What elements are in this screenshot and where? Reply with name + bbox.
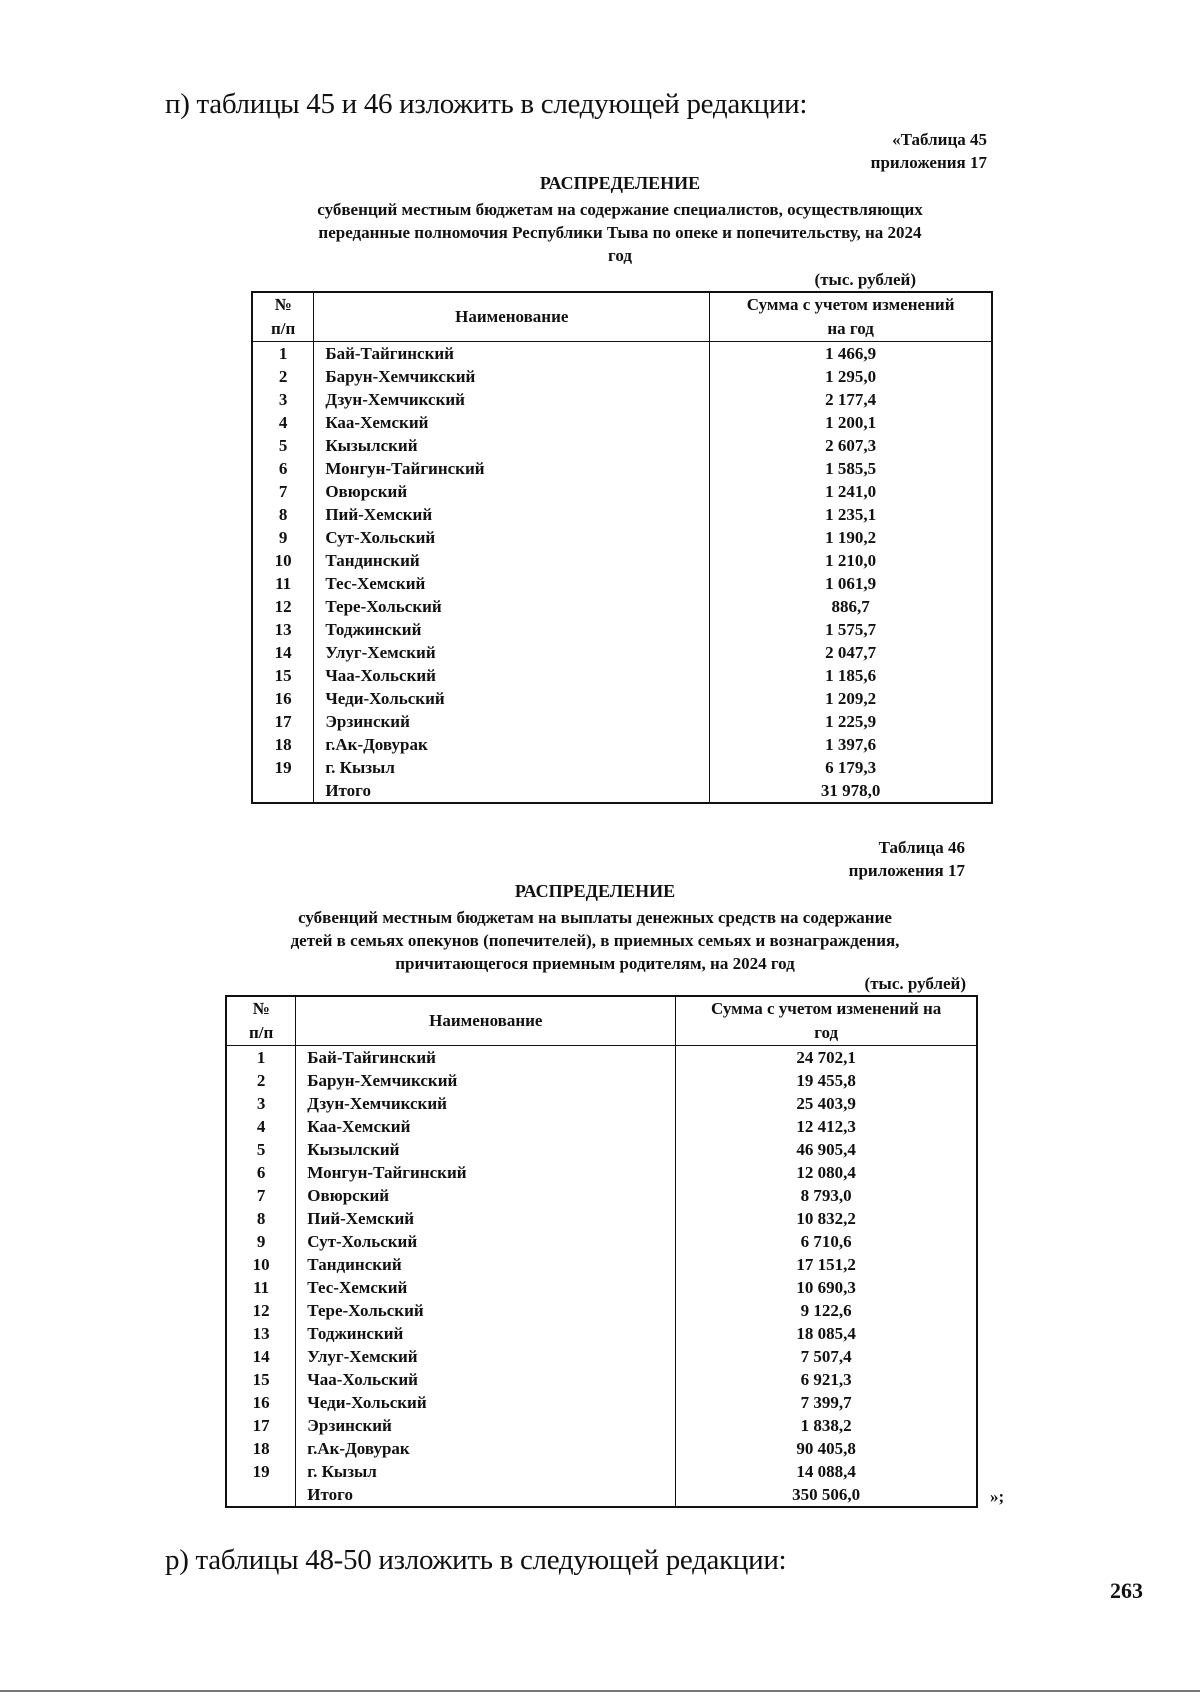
row-number: 5: [252, 434, 314, 457]
table-total-row: [252, 779, 992, 803]
row-name: г. Кызыл: [296, 1460, 676, 1483]
row-name: г. Кызыл: [314, 756, 710, 779]
row-name: г.Ак-Довурак: [314, 733, 710, 756]
row-number: 18: [226, 1437, 296, 1460]
row-name: г.Ак-Довурак: [296, 1437, 676, 1460]
row-name: Кызылский: [296, 1138, 676, 1161]
row-name: Улуг-Хемский: [296, 1345, 676, 1368]
header-num-line2: п/п: [271, 319, 296, 338]
row-value: 19 455,8: [796, 1071, 856, 1090]
table-row: [252, 434, 992, 457]
header-sum-line1: Сумма с учетом изменений на: [711, 999, 942, 1018]
row-name: Монгун-Тайгинский: [314, 457, 710, 480]
table45-subtitle-line3: год: [608, 246, 632, 265]
header-sum: [710, 292, 992, 342]
table-row: [226, 1437, 977, 1460]
table46-header-row: [226, 996, 977, 1046]
row-number: 19: [226, 1460, 296, 1483]
row-value: 1 575,7: [825, 620, 877, 639]
table46-subtitle-line1: субвенций местным бюджетам на выплаты денежных средств на содержание: [298, 908, 892, 927]
page-bottom-edge: [0, 1690, 1200, 1692]
row-name: Дзун-Хемчикский: [296, 1092, 676, 1115]
header-name: Наименование: [296, 996, 676, 1046]
table-row: [252, 664, 992, 687]
row-name: Тере-Хольский: [314, 595, 710, 618]
row-value: 2 177,4: [825, 390, 877, 409]
row-name: Чаа-Хольский: [314, 664, 710, 687]
row-number: 8: [226, 1207, 296, 1230]
row-value: 31 978,0: [820, 781, 881, 800]
row-number: 12: [226, 1299, 296, 1322]
row-value: 1 190,2: [825, 528, 877, 547]
row-name: Монгун-Тайгинский: [296, 1161, 676, 1184]
table-row: [252, 480, 992, 503]
row-value: 1 397,6: [825, 735, 877, 754]
row-number: 1: [226, 1046, 296, 1070]
row-number: 6: [252, 457, 314, 480]
row-number: 10: [252, 549, 314, 572]
table-row: [252, 342, 992, 366]
row-value: 350 506,0: [792, 1485, 861, 1504]
row-number: 7: [226, 1184, 296, 1207]
row-value: 1 210,0: [825, 551, 877, 570]
table45-subtitle: [250, 198, 990, 267]
row-value: 25 403,9: [796, 1094, 856, 1113]
row-number: 16: [252, 687, 314, 710]
table46-title: РАСПРЕДЕЛЕНИЕ: [514, 881, 676, 901]
row-name: Тоджинский: [296, 1322, 676, 1345]
table46-subtitle-line2: детей в семьях опекунов (попечителей), в приемных семьях и вознаграждения,: [290, 931, 900, 950]
row-value: 1 209,2: [825, 689, 877, 708]
row-value: 886,7: [831, 597, 870, 616]
row-number: 12: [252, 595, 314, 618]
table-row: [226, 1391, 977, 1414]
table-row: [252, 572, 992, 595]
row-value: 7 507,4: [800, 1347, 852, 1366]
row-number: 3: [252, 388, 314, 411]
row-name: Тере-Хольский: [296, 1299, 676, 1322]
table-row: [252, 733, 992, 756]
row-number: 19: [252, 756, 314, 779]
row-name: Кызылский: [314, 434, 710, 457]
row-value: 1 838,2: [800, 1416, 852, 1435]
row-value: 10 690,3: [796, 1278, 856, 1297]
row-value: 1 585,5: [825, 459, 877, 478]
row-value: 1 225,9: [825, 712, 877, 731]
row-number: 2: [252, 365, 314, 388]
row-name: Тес-Хемский: [296, 1276, 676, 1299]
row-name: Тес-Хемский: [314, 572, 710, 595]
table46-ref-line1: Таблица 46: [878, 838, 965, 857]
header-num: [226, 996, 296, 1046]
row-number: 4: [252, 411, 314, 434]
table-row: [252, 388, 992, 411]
row-number: [226, 1483, 296, 1507]
row-name: Чеди-Хольский: [296, 1391, 676, 1414]
table45-subtitle-line1: субвенций местным бюджетам на содержание специалистов, осуществляющих: [317, 200, 923, 219]
header-num-line1: №: [252, 999, 270, 1018]
row-value: 6 921,3: [800, 1370, 852, 1389]
table-row: [226, 1345, 977, 1368]
row-name: Эрзинский: [314, 710, 710, 733]
table45-reference: [700, 128, 987, 174]
row-number: 10: [226, 1253, 296, 1276]
header-sum-line2: год: [814, 1023, 839, 1042]
row-value: 1 200,1: [825, 413, 877, 432]
table-row: [252, 618, 992, 641]
table-row: [252, 710, 992, 733]
row-name: Бай-Тайгинский: [296, 1046, 676, 1070]
table-row: [252, 756, 992, 779]
row-name: Сут-Хольский: [296, 1230, 676, 1253]
row-value: 14 088,4: [796, 1462, 856, 1481]
table46-body: [226, 1046, 977, 1508]
row-value: 1 185,6: [825, 666, 877, 685]
table-row: [226, 1414, 977, 1437]
header-num-line1: №: [274, 295, 292, 314]
row-value: 18 085,4: [796, 1324, 856, 1343]
row-value: 46 905,4: [796, 1140, 856, 1159]
row-name: Улуг-Хемский: [314, 641, 710, 664]
row-value: 2 047,7: [825, 643, 877, 662]
header-num: [252, 292, 314, 342]
row-number: 8: [252, 503, 314, 526]
row-value: 12 080,4: [796, 1163, 856, 1182]
row-name: Тандинский: [314, 549, 710, 572]
table-row: [226, 1092, 977, 1115]
row-number: 6: [226, 1161, 296, 1184]
row-number: 15: [252, 664, 314, 687]
row-name: Эрзинский: [296, 1414, 676, 1437]
row-name: Итого: [296, 1483, 676, 1507]
row-name: Тоджинский: [314, 618, 710, 641]
row-name: Пий-Хемский: [296, 1207, 676, 1230]
header-name: Наименование: [314, 292, 710, 342]
row-name: Овюрский: [296, 1184, 676, 1207]
row-value: 8 793,0: [800, 1186, 852, 1205]
table46: [225, 995, 978, 1508]
row-name: Пий-Хемский: [314, 503, 710, 526]
closing-quote: »;: [990, 1487, 1005, 1506]
table-row: [252, 595, 992, 618]
row-number: 17: [252, 710, 314, 733]
row-name: Дзун-Хемчикский: [314, 388, 710, 411]
table-row: [226, 1138, 977, 1161]
row-value: 90 405,8: [796, 1439, 856, 1458]
table45-unit: (тыс. рублей): [814, 270, 916, 289]
table45: [251, 291, 993, 804]
row-name: Чаа-Хольский: [296, 1368, 676, 1391]
row-value: 2 607,3: [825, 436, 877, 455]
row-name: Овюрский: [314, 480, 710, 503]
row-value: 1 295,0: [825, 367, 877, 386]
row-name: Чеди-Хольский: [314, 687, 710, 710]
table45-ref-line1: «Таблица 45: [892, 130, 987, 149]
table-row: [226, 1299, 977, 1322]
table-row: [226, 1161, 977, 1184]
table46-unit: (тыс. рублей): [864, 974, 966, 993]
table46-subtitle-line3: причитающегося приемным родителям, на 2024 год: [395, 954, 795, 973]
row-number: 17: [226, 1414, 296, 1437]
table-row: [226, 1368, 977, 1391]
page-number: 263: [1110, 1578, 1143, 1603]
row-value: 7 399,7: [800, 1393, 852, 1412]
table-row: [226, 1184, 977, 1207]
row-name: Барун-Хемчикский: [296, 1069, 676, 1092]
row-value: 12 412,3: [796, 1117, 856, 1136]
row-name: Итого: [314, 779, 710, 803]
row-value: 17 151,2: [796, 1255, 856, 1274]
table-row: [226, 1207, 977, 1230]
row-number: 14: [252, 641, 314, 664]
row-value: 1 241,0: [825, 482, 877, 501]
header-num-line2: п/п: [248, 1023, 274, 1042]
table-row: [252, 503, 992, 526]
row-value: 6 179,3: [825, 758, 877, 777]
row-number: 13: [252, 618, 314, 641]
row-name: Тандинский: [296, 1253, 676, 1276]
section-r-heading: р) таблицы 48-50 изложить в следующей редакции:: [165, 1544, 787, 1576]
row-number: 9: [226, 1230, 296, 1253]
row-number: 7: [252, 480, 314, 503]
row-number: [252, 779, 314, 803]
table46-ref-line2: приложения 17: [848, 861, 965, 880]
table-row: [226, 1046, 977, 1070]
row-number: 3: [226, 1092, 296, 1115]
row-number: 5: [226, 1138, 296, 1161]
row-value: 24 702,1: [796, 1048, 856, 1067]
table-row: [252, 411, 992, 434]
table-row: [252, 641, 992, 664]
row-number: 18: [252, 733, 314, 756]
header-sum: [676, 996, 977, 1046]
table45-subtitle-line2: переданные полномочия Республики Тыва по опеке и попечительству, на 2024: [318, 223, 922, 242]
table45-body: [252, 342, 992, 804]
row-name: Бай-Тайгинский: [314, 342, 710, 366]
row-value: 10 832,2: [796, 1209, 856, 1228]
header-sum-line2: на год: [827, 319, 874, 338]
table-row: [252, 526, 992, 549]
row-value: 1 235,1: [825, 505, 877, 524]
table-row: [252, 549, 992, 572]
header-sum-line1: Сумма с учетом изменений: [746, 295, 955, 314]
table45-header-row: [252, 292, 992, 342]
row-number: 13: [226, 1322, 296, 1345]
table-row: [226, 1253, 977, 1276]
section-p-heading: п) таблицы 45 и 46 изложить в следующей редакции:: [165, 88, 808, 120]
row-name: Сут-Хольский: [314, 526, 710, 549]
table45-title: РАСПРЕДЕЛЕНИЕ: [539, 173, 701, 193]
table-row: [226, 1460, 977, 1483]
table46-subtitle: [225, 906, 965, 975]
table46-reference: [700, 836, 965, 882]
table45-ref-line2: приложения 17: [870, 153, 987, 172]
row-number: 9: [252, 526, 314, 549]
row-number: 1: [252, 342, 314, 366]
table-row: [226, 1230, 977, 1253]
row-name: Каа-Хемский: [296, 1115, 676, 1138]
table-row: [252, 365, 992, 388]
table-row: [226, 1276, 977, 1299]
row-number: 2: [226, 1069, 296, 1092]
table-total-row: [226, 1483, 977, 1507]
row-value: 6 710,6: [800, 1232, 852, 1251]
row-number: 4: [226, 1115, 296, 1138]
row-name: Барун-Хемчикский: [314, 365, 710, 388]
row-value: 9 122,6: [800, 1301, 852, 1320]
table-row: [226, 1115, 977, 1138]
table-row: [252, 457, 992, 480]
row-number: 11: [226, 1276, 296, 1299]
table-row: [252, 687, 992, 710]
row-number: 11: [252, 572, 314, 595]
table-row: [226, 1069, 977, 1092]
row-number: 14: [226, 1345, 296, 1368]
table-row: [226, 1322, 977, 1345]
row-number: 15: [226, 1368, 296, 1391]
row-name: Каа-Хемский: [314, 411, 710, 434]
row-value: 1 466,9: [825, 344, 877, 363]
row-number: 16: [226, 1391, 296, 1414]
row-value: 1 061,9: [825, 574, 877, 593]
